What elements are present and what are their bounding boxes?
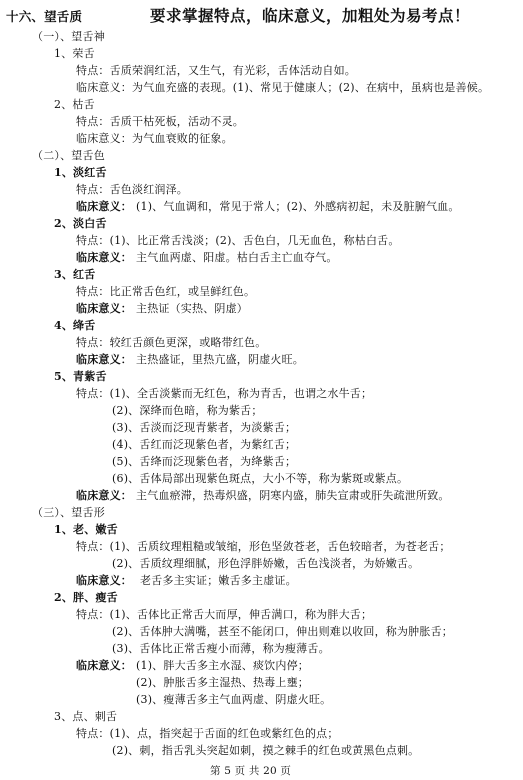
feature-text: (2)、刺，指舌乳头突起如刺，摸之棘手的红色或黄黑色点刺。 <box>112 744 420 757</box>
item-heading: 4、绛舌 <box>54 319 96 332</box>
item-heading: 5、青紫舌 <box>54 370 107 383</box>
feature-text: (2)、深绛而色暗，称为紫舌； <box>112 404 263 417</box>
clinical-text: 主热证（实热、阴虚） <box>136 302 248 315</box>
clinical-label: 临床意义： <box>76 353 132 366</box>
feature-text: (5)、舌绛而泛现紫色者，为绛紫舌； <box>112 455 297 468</box>
feature-text: (3)、舌体比正常舌瘦小而薄，称为瘦薄舌。 <box>112 642 330 655</box>
item-heading: 3、点、刺舌 <box>54 710 118 723</box>
feature-text: 特点：(1)、舌质纹理粗糙或皱缩，形色坚敛苍老，舌色较暗者，为苍老舌； <box>76 540 451 553</box>
clinical-text: (3)、瘦薄舌多主气血两虚、阴虚火旺。 <box>136 693 332 706</box>
feature-text: (2)、舌质纹理细腻，形色浮胖娇嫩，舌色浅淡者，为娇嫩舌。 <box>112 557 420 570</box>
feature-text: 特点：较红舌颜色更深，或略带红色。 <box>76 336 267 349</box>
item-heading: 2、胖、瘦舌 <box>54 591 118 604</box>
page-number: 第 5 页 共 20 页 <box>210 765 292 777</box>
clinical-text: (2)、肿胀舌多主湿热、热毒上壅； <box>136 676 309 689</box>
subsection-heading: （二）、望舌色 <box>32 149 105 162</box>
feature-text: 特点：比正常舌色红，或呈鲜红色。 <box>76 285 256 298</box>
item-heading: 1、老、嫩舌 <box>54 523 118 536</box>
item-heading: 2、淡白舌 <box>54 217 107 230</box>
feature-text: 特点：舌质干枯死板，活动不灵。 <box>76 115 244 128</box>
clinical-text: 临床意义：为气血充盛的表现。(1)、常见于健康人；(2)、在病中，虽病也是善候。 <box>76 81 490 94</box>
clinical-text: (1)、气血调和，常见于常人；(2)、外感病初起，未及脏腑气血。 <box>136 200 460 213</box>
clinical-label: 临床意义： <box>76 251 132 264</box>
feature-text: 特点：舌色淡红润泽。 <box>76 183 188 196</box>
clinical-text: 主气血瘀滞，热毒炽盛，阴寒内盛，肺失宣肃或肝失疏泄所致。 <box>136 489 450 502</box>
clinical-label: 临床意义： <box>76 302 132 315</box>
clinical-text: 老舌多主实证；嫩舌多主虚证。 <box>140 574 297 587</box>
banner-note: 要求掌握特点，临床意义，加粗处为易考点！ <box>150 6 471 25</box>
feature-text: 特点：(1)、舌体比正常舌大而厚，伸舌满口，称为胖大舌； <box>76 608 373 621</box>
subsection-heading: （一）、望舌神 <box>32 30 105 43</box>
clinical-label: 临床意义： <box>76 200 132 213</box>
clinical-text: 临床意义：为气血衰败的征象。 <box>76 132 233 145</box>
subsection-heading: （三）、望舌形 <box>32 506 105 519</box>
feature-text: (2)、舌体肿大满嘴，甚至不能闭口，伸出则难以收回，称为肿胀舌； <box>112 625 453 638</box>
clinical-text: 主气血两虚、阳虚。枯白舌主亡血夺气。 <box>136 251 338 264</box>
clinical-text: 主热盛证，里热亢盛，阴虚火旺。 <box>136 353 304 366</box>
feature-text: 特点：(1)、全舌淡紫而无红色，称为青舌，也谓之水牛舌； <box>76 387 373 400</box>
item-heading: 3、红舌 <box>54 268 96 281</box>
section-title: 十六、望舌质 <box>6 9 83 24</box>
feature-text: 特点：舌质荣润红活，又生气，有光彩，舌体活动自如。 <box>76 64 356 77</box>
feature-text: (6)、舌体局部出现紫色斑点，大小不等，称为紫斑或紫点。 <box>112 472 409 485</box>
item-heading: 1、荣舌 <box>54 47 95 60</box>
item-heading: 1、淡红舌 <box>54 166 107 179</box>
clinical-label: 临床意义： <box>76 574 132 587</box>
feature-text: (4)、舌红而泛现紫色者，为紫红舌； <box>112 438 297 451</box>
item-heading: 2、枯舌 <box>54 98 95 111</box>
clinical-label: 临床意义： <box>76 489 132 502</box>
feature-text: (3)、舌淡而泛现青紫者，为淡紫舌； <box>112 421 297 434</box>
feature-text: 特点：(1)、点，指突起于舌面的红色或紫红色的点； <box>76 727 339 740</box>
feature-text: 特点：(1)、比正常舌浅淡；(2)、舌色白，几无血色，称枯白舌。 <box>76 234 400 247</box>
clinical-label: 临床意义： <box>76 659 132 672</box>
clinical-text: (1)、胖大舌多主水湿、痰饮内停； <box>136 659 309 672</box>
